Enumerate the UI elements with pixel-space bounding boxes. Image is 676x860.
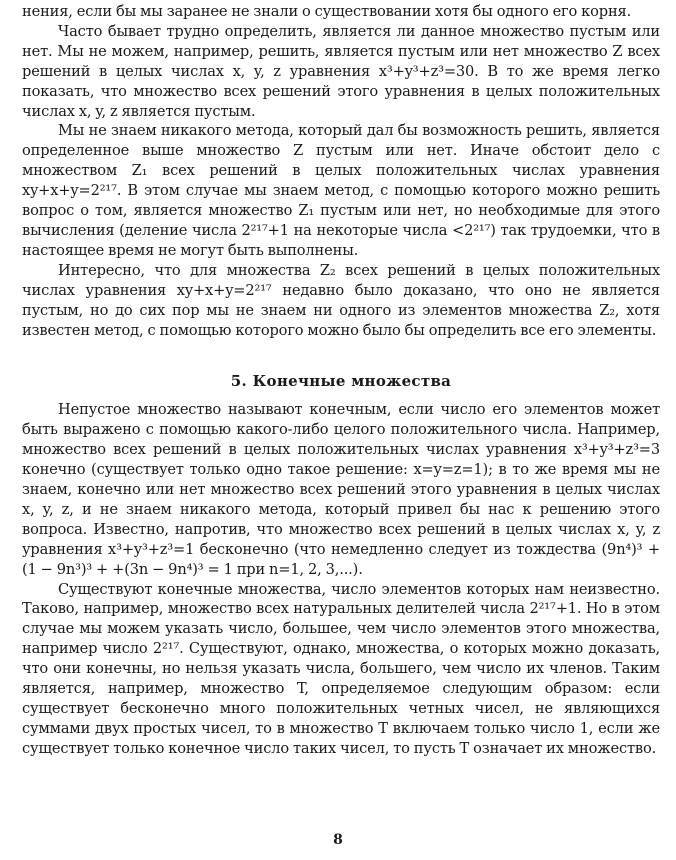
paragraph-continuation: нения, если бы мы заранее не знали о существовании хотя бы одного его корня.: [22, 3, 632, 20]
paragraph-finite-definition: Непустое множество называют конечным, если число его элементов может быть выражено с помощью какого-либо целого положительного числа. Например, множество всех решений в целых положительных числах уравнения x³+y³+z³=3 конечно (существует только одно такое решение: x=y=z=1); в то же время мы не знаем, конечно или нет множество всех решений этого уравнения в целых числах x, y, z, и не знаем никакого метода, который привел бы нас к решению этого вопроса. Известно, напротив, что множество всех решений в целых числах x, y, z уравнения x³+y³+z³=1 бесконечно (что немедленно следует из тождества (9n⁴)³ + (1 − 9n³)³ + +(3n − 9n⁴)³ = 1 при n=1, 2, 3,...).: [22, 401, 660, 578]
paragraph-z2-set: Интересно, что для множества Z₂ всех решений в целых положительных числах уравнения xy+x+y=2²¹⁷ недавно было доказано, что оно не является пустым, но до сих пор мы не знаем ни одного из элементов множества Z₂, хотя известен метод, с помощью которого можно было бы определить все его элементы.: [22, 261, 660, 339]
paragraph-no-method: Мы не знаем никакого метода, который дал бы возможность решить, является определенное выше множество Z пустым или нет. Иначе обстоит дело с множеством Z₁ всех решений в целых положительных числах уравнения xy+x+y=2²¹⁷. В этом случае мы знаем метод, с помощью которого можно решить вопрос о том, является множество Z₁ пустым или нет, но необходимые для этого вычисления (деление числа 2²¹⁷+1 на некоторые числа <2²¹⁷) так трудоемки, что в настоящее время не могут быть выполнены.: [22, 122, 660, 259]
section-heading: 5. Конечные множества: [230, 372, 452, 391]
paragraph-empty-set-question: Часто бывает трудно определить, является ли данное множество пустым или нет. Мы не можем, например, решить, является пустым или нет множество Z всех решений в целых числах x, y, z уравнения x³+y³+z³=30. В то же время легко показать, что множество всех решений этого уравнения в целых положительных числах x, y, z является пустым.: [22, 22, 660, 120]
page-number: 8: [333, 832, 343, 848]
paragraph-finite-unknown-count: Существуют конечные множества, число элементов которых нам неизвестно. Таково, например, множество всех натуральных делителей числа 2²¹⁷+1. Но в этом случае мы можем указать число, большее, чем число элементов этого множества, например число 2²¹⁷. Существуют, однако, множества, о которых можно доказать, что они конечны, но нельзя указать числа, большего, чем число их членов. Таким является, например, множество T, определяемое следующим образом: если существует бесконечно много положительных четных чисел, не являющихся суммами двух простых чисел, то в множество T включаем только число 1, если же существует только конечное число таких чисел, то пусть T означает их множество.: [22, 580, 660, 757]
